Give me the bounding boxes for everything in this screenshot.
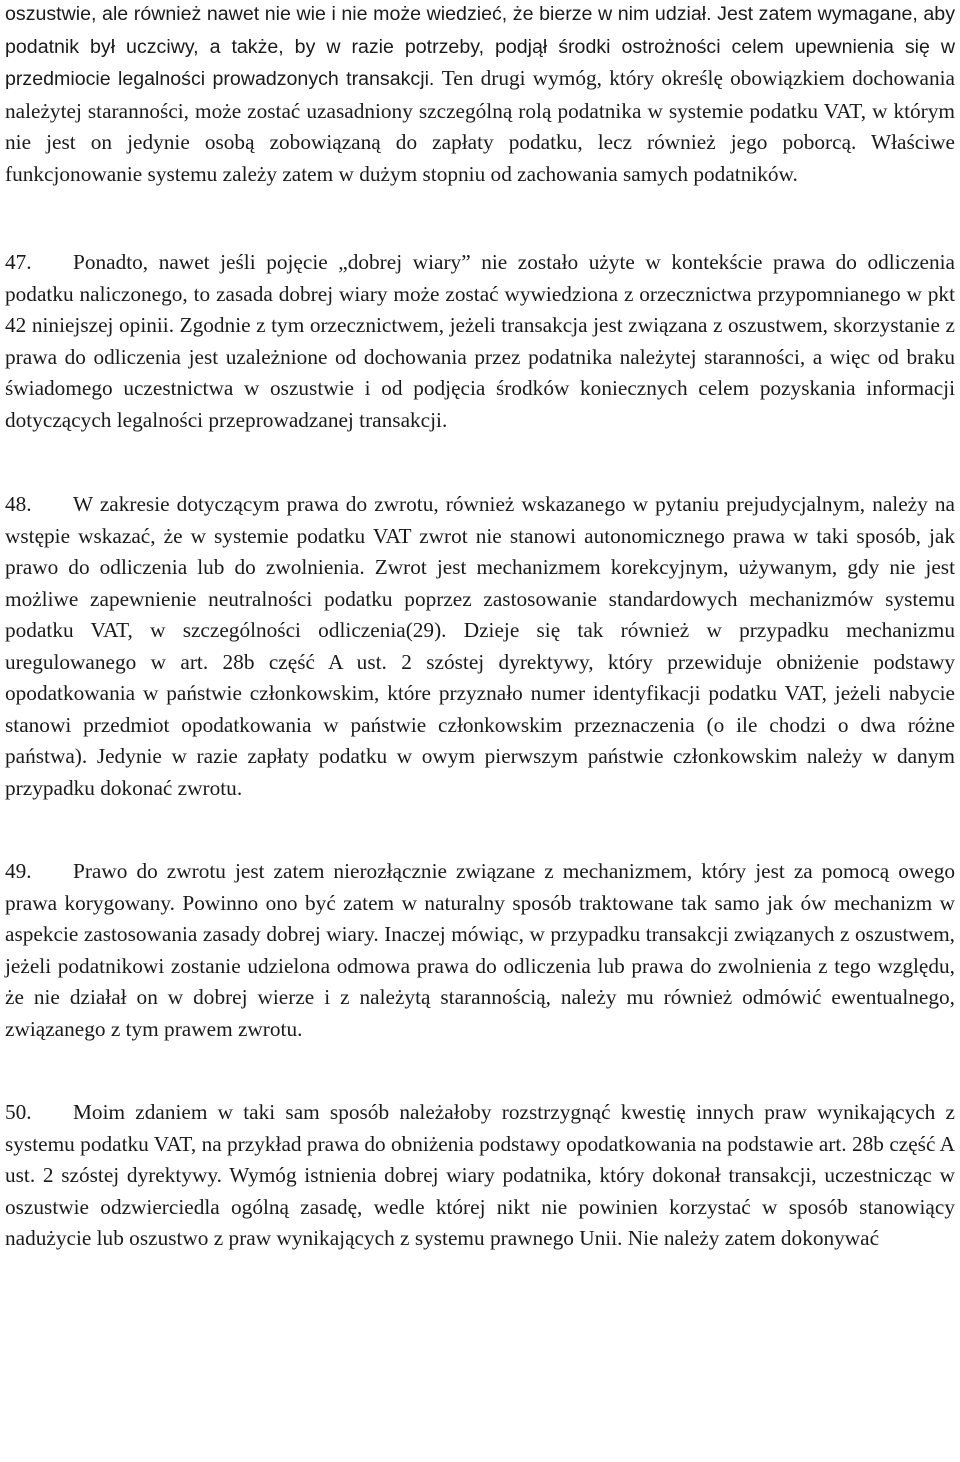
paragraph-text-run: oszustwie, ale również nawet nie wie i nie może wiedzieć, że bierze w nim udział. Jest zatem wymagane, aby podatnik był uczciwy, a także, by w razie potrzeby, podjął środki ostrożności celem upewnienia się w przedmiocie legalności prowadzonych transakcji.	[5, 3, 955, 90]
paragraph-48	[5, 489, 955, 804]
paragraph-text: W zakresie dotyczącym prawa do zwrotu, również wskazanego w pytaniu prejudycjalnym, należy na wstępie wskazać, że w systemie podatku VAT zwrot nie stanowi autonomicznego prawa w taki sposób, jak prawo do odliczenia lub do zwolnienia. Zwrot jest mechanizmem korekcyjnym, używanym, gdy nie jest możliwe zapewnienie neutralności podatku poprzez zastosowanie standardowych mechanizmów systemu podatku VAT, w szczególności odliczenia(29). Dzieje się tak również w przypadku mechanizmu uregulowanego w art. 28b część A ust. 2 szóstej dyrektywy, który przewiduje obniżenie podstawy opodatkowania w państwie członkowskim, które przyznało numer identyfikacji podatku VAT, jeżeli nabycie stanowi przedmiot opodatkowania w państwie członkowskim przeznaczenia (o ile chodzi o dwa różne państwa). Jedynie w razie zapłaty podatku w owym pierwszym państwie członkowskim należy w danym przypadku dokonać zwrotu.	[5, 492, 955, 800]
paragraph-number: 48.	[5, 492, 32, 516]
paragraph-49	[5, 856, 955, 1045]
paragraph-number: 47.	[5, 250, 32, 274]
paragraph-47	[5, 247, 955, 436]
paragraph-continued	[5, 0, 955, 190]
paragraph-text-run: Ten drugi wymóg, który określę obowiązkiem dochowania należytej staranności, może zostać uzasadniony szczególną rolą podatnika w systemie podatku VAT, w którym nie jest on jedynie osobą zobowiązaną do zapłaty podatku, lecz również jego poborcą. Właściwe funkcjonowanie systemu zależy zatem w dużym stopniu od zachowania samych podatników.	[5, 66, 955, 186]
paragraph-number: 49.	[5, 859, 32, 883]
paragraph-text: Moim zdaniem w taki sam sposób należałoby rozstrzygnąć kwestię innych praw wynikających z systemu podatku VAT, na przykład prawa do obniżenia podstawy opodatkowania na podstawie art. 28b część A ust. 2 szóstej dyrektywy. Wymóg istnienia dobrej wiary podatnika, który dokonał transakcji, uczestnicząc w oszustwie odzwierciedla ogólną zasadę, wedle której nikt nie powinien korzystać w sposób stanowiący nadużycie lub oszustwo z praw wynikających z systemu prawnego Unii. Nie należy zatem dokonywać	[5, 1100, 955, 1250]
paragraph-number: 50.	[5, 1100, 32, 1124]
paragraph-50	[5, 1097, 955, 1255]
document-page	[5, 0, 955, 1255]
paragraph-text: Prawo do zwrotu jest zatem nierozłącznie związane z mechanizmem, który jest za pomocą owego prawa korygowany. Powinno ono być zatem w naturalny sposób traktowane tak samo jak ów mechanizm w aspekcie zastosowania zasady dobrej wiary. Inaczej mówiąc, w przypadku transakcji związanych z oszustwem, jeżeli podatnikowi zostanie udzielona odmowa prawa do odliczenia lub prawa do zwolnienia z tego względu, że nie działał on w dobrej wierze i z należytą starannością, należy mu również odmówić ewentualnego, związanego z tym prawem zwrotu.	[5, 859, 955, 1041]
paragraph-text: Ponadto, nawet jeśli pojęcie „dobrej wiary” nie zostało użyte w kontekście prawa do odliczenia podatku naliczonego, to zasada dobrej wiary może zostać wywiedziona z orzecznictwa przypomnianego w pkt 42 niniejszej opinii. Zgodnie z tym orzecznictwem, jeżeli transakcja jest związana z oszustwem, skorzystanie z prawa do odliczenia jest uzależnione od dochowania przez podatnika należytej staranności, a więc od braku świadomego uczestnictwa w oszustwie i od podjęcia środków koniecznych celem pozyskania informacji dotyczących legalności przeprowadzanej transakcji.	[5, 250, 955, 432]
